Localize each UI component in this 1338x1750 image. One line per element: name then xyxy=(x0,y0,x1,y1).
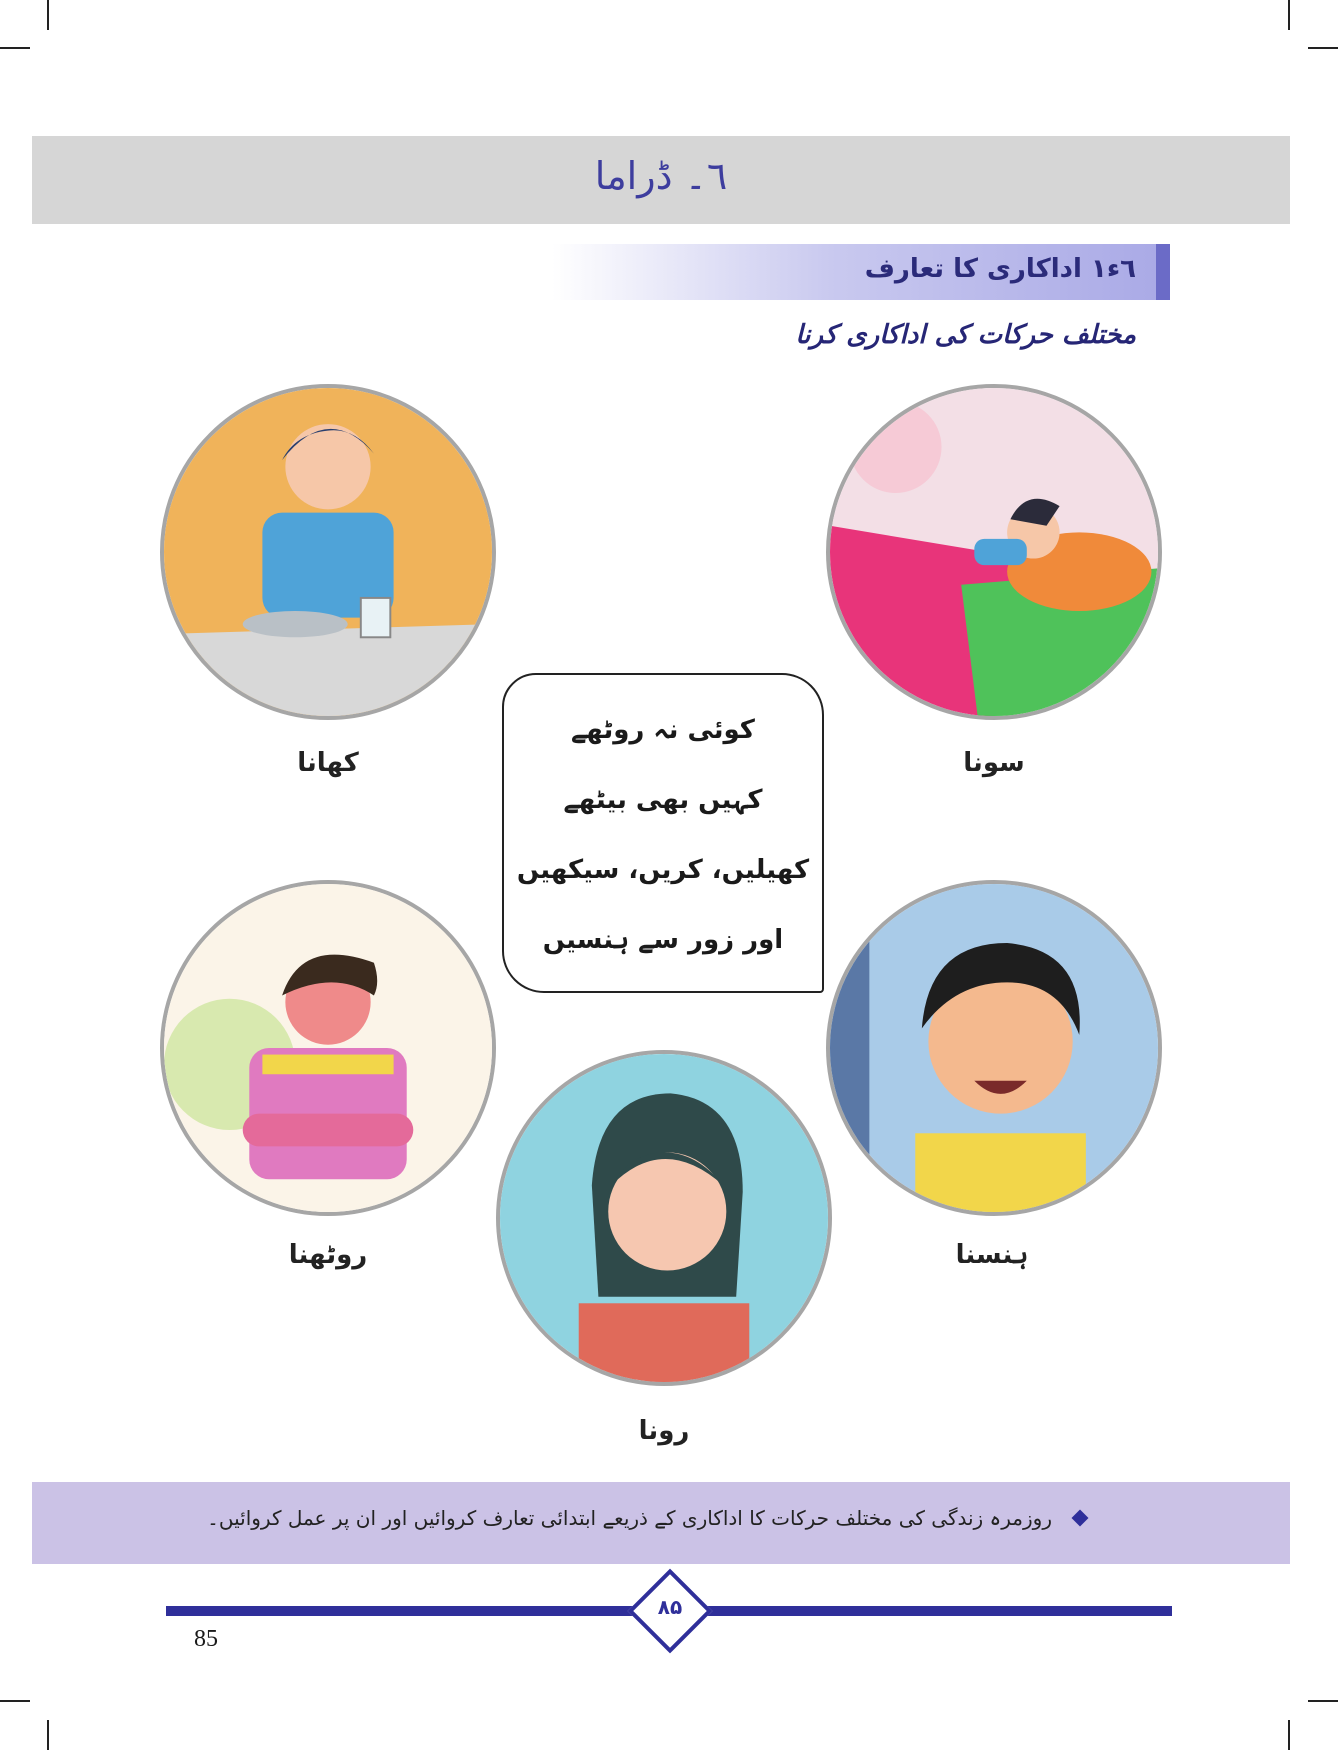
laughing-illustration xyxy=(826,880,1162,1216)
picture-label: سونا xyxy=(963,748,1025,778)
picture-label: کھانا xyxy=(297,748,359,778)
eating-illustration xyxy=(160,384,496,720)
crop-mark xyxy=(1288,0,1290,30)
picture-label: ہنسنا xyxy=(955,1240,1029,1270)
crop-mark xyxy=(47,0,49,30)
poem-line: اور زور سے ہنسیں xyxy=(542,925,784,955)
crop-mark xyxy=(1308,47,1338,49)
note-text: روزمرہ زندگی کی مختلف حرکات کا اداکاری کے ذریعے ابتدائی تعارف کروائیں اور ان پر عمل کروائیں۔ xyxy=(207,1506,1052,1530)
section-title: ٦ء١ اداکاری کا تعارف xyxy=(864,254,1136,284)
crying-illustration xyxy=(496,1050,832,1386)
crop-mark xyxy=(47,1720,49,1750)
poem-line: کوئی نہ روٹھے xyxy=(571,715,755,745)
teacher-note xyxy=(32,1482,1290,1564)
chapter-title: ٦۔ ڈراما xyxy=(594,154,728,198)
crop-mark xyxy=(1288,1720,1290,1750)
urdu-page-number: ۸۵ xyxy=(657,1595,683,1619)
sleeping-illustration xyxy=(826,384,1162,720)
picture-label: روٹھنا xyxy=(288,1240,368,1270)
crop-mark xyxy=(0,1700,30,1702)
page-number: 85 xyxy=(194,1626,218,1652)
section-header xyxy=(552,244,1170,300)
section-accent xyxy=(1156,244,1170,300)
chapter-header xyxy=(32,136,1290,224)
sulking-illustration xyxy=(160,880,496,1216)
poem-line: کھیلیں، کریں، سیکھیں xyxy=(516,855,810,885)
picture-label: رونا xyxy=(638,1416,690,1446)
activity-subtitle: مختلف حرکات کی اداکاری کرنا xyxy=(795,320,1136,350)
bullet-icon xyxy=(1072,1510,1089,1527)
crop-mark xyxy=(0,47,30,49)
crop-mark xyxy=(1308,1700,1338,1702)
poem-line: کہیں بھی بیٹھے xyxy=(563,785,763,815)
poem-box xyxy=(502,673,824,993)
